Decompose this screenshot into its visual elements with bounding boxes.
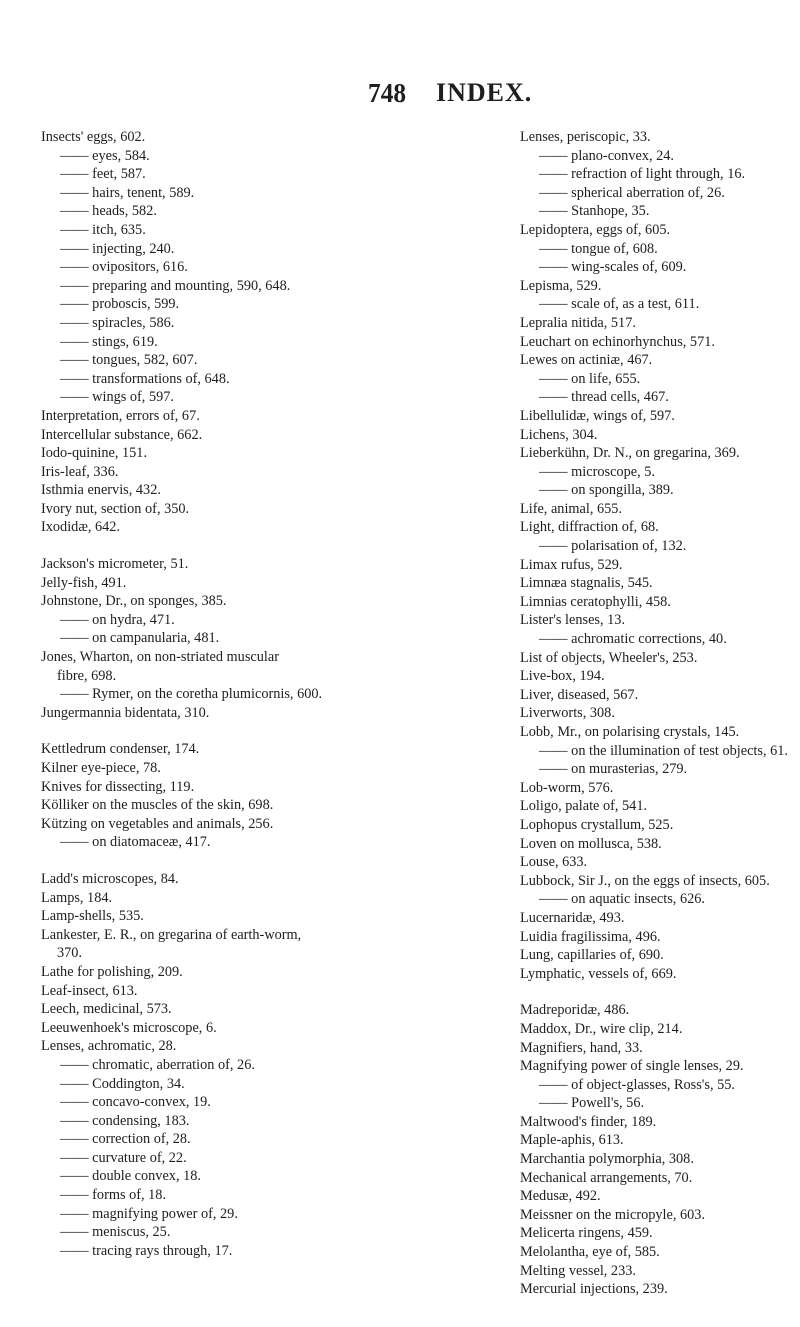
index-entry: Isthmia enervis, 432.	[41, 482, 161, 499]
index-entry: Ivory nut, section of, 350.	[41, 500, 190, 517]
index-entry: Lister's lenses, 13.	[520, 612, 626, 629]
index-entry: Lieberkühn, Dr. N., on gregarina, 369.	[520, 445, 740, 462]
index-entry: —— wings of, 597.	[60, 389, 174, 406]
index-column-left	[41, 128, 323, 1260]
index-entry: —— spiracles, 586.	[60, 314, 175, 331]
index-entry: Lobb, Mr., on polarising crystals, 145.	[520, 724, 740, 740]
section-gap	[41, 722, 296, 740]
index-entry: —— on life, 655.	[539, 370, 641, 387]
index-entry: —— proboscis, 599.	[60, 296, 180, 313]
index-entry: Liver, diseased, 567.	[520, 686, 639, 703]
index-entry: —— condensing, 183.	[60, 1112, 190, 1129]
index-entry: —— concavo-convex, 19.	[60, 1094, 211, 1111]
index-entry: Iris-leaf, 336.	[41, 463, 119, 480]
index-entry: Jackson's micrometer, 51.	[41, 556, 189, 573]
index-entry: Lankester, E. R., on gregarina of earth-worm, 370.	[41, 926, 302, 962]
index-entry: Magnifiers, hand, 33.	[520, 1039, 643, 1056]
index-entry: —— Stanhope, 35.	[539, 203, 650, 220]
index-entry: Leech, medicinal, 573.	[41, 1001, 172, 1018]
index-entry: —— chromatic, aberration of, 26.	[60, 1056, 255, 1073]
index-entry: Knives for dissecting, 119.	[41, 778, 195, 795]
index-entry: Maddox, Dr., wire clip, 214.	[520, 1020, 683, 1037]
section-gap	[41, 537, 296, 555]
index-entry: Melting vessel, 233.	[520, 1262, 636, 1279]
index-entry: Melicerta ringens, 459.	[520, 1225, 653, 1242]
index-entry: Maltwood's finder, 189.	[520, 1113, 657, 1130]
index-entry: —— on the illumination of test objects, 61.	[539, 742, 788, 759]
index-entry: Loligo, palate of, 541.	[520, 798, 648, 815]
index-entry: Loven on mollusca, 538.	[520, 835, 662, 852]
index-entry: Lob-worm, 576.	[520, 779, 614, 796]
index-entry: —— correction of, 28.	[60, 1131, 191, 1148]
index-entry: Louse, 633.	[520, 854, 588, 871]
index-entry: Kettledrum condenser, 174.	[41, 741, 200, 758]
index-entry: —— injecting, 240.	[60, 240, 175, 257]
index-entry: Ladd's microscopes, 84.	[41, 870, 179, 887]
index-entry: Lewes on actiniæ, 467.	[520, 352, 653, 369]
index-entry: —— on aquatic insects, 626.	[539, 891, 705, 908]
index-entry: —— on diatomaceæ, 417.	[60, 834, 211, 851]
index-entry: —— hairs, tenent, 589.	[60, 184, 195, 201]
index-entry: —— on campanularia, 481.	[60, 630, 220, 647]
index-entry: Kilner eye-piece, 78.	[41, 760, 161, 776]
index-entry: Leuchart on echinorhynchus, 571.	[520, 333, 715, 350]
index-entry: Mercurial injections, 239.	[520, 1281, 668, 1298]
index-entry: —— plano-convex, 24.	[539, 147, 674, 164]
index-entry: —— magnifying power of, 29.	[60, 1205, 238, 1222]
index-entry: —— of object-glasses, Ross's, 55.	[539, 1076, 735, 1093]
index-entry: —— tongue of, 608.	[539, 240, 658, 257]
index-entry: —— forms of, 18.	[60, 1187, 167, 1204]
index-entry: Liverworts, 308.	[520, 705, 615, 722]
index-entry: Insects' eggs, 602.	[41, 129, 146, 145]
index-entry: —— on hydra, 471.	[60, 611, 175, 628]
index-entry: Meissner on the micropyle, 603.	[520, 1206, 706, 1223]
index-entry: Lepralia nitida, 517.	[520, 314, 636, 331]
index-entry: —— microscope, 5.	[539, 463, 655, 480]
index-entry: Lenses, periscopic, 33.	[520, 129, 651, 145]
index-entry: Ixodidæ, 642.	[41, 519, 121, 536]
index-entry: —— tracing rays through, 17.	[60, 1242, 233, 1259]
index-entry: Jungermannia bidentata, 310.	[41, 704, 210, 721]
index-entry: Marchantia polymorphia, 308.	[520, 1151, 694, 1168]
index-entry: Melolantha, eye of, 585.	[520, 1244, 660, 1261]
index-entry: Limnias ceratophylli, 458.	[520, 593, 671, 610]
index-entry: Jones, Wharton, on non-striated muscular fibre, 698.	[41, 649, 279, 684]
index-entry: Limnæa stagnalis, 545.	[520, 575, 653, 592]
index-entry: Lichens, 304.	[520, 426, 598, 443]
index-entry: —— preparing and mounting, 590, 648.	[60, 277, 291, 294]
index-entry: —— heads, 582.	[60, 203, 157, 220]
index-entry: Lung, capillaries of, 690.	[520, 947, 664, 964]
index-entry: —— Rymer, on the coretha plumicornis, 600.	[60, 686, 323, 703]
index-entry: Lepisma, 529.	[520, 277, 602, 294]
index-entry: —— meniscus, 25.	[60, 1224, 171, 1241]
index-entry: —— double convex, 18.	[60, 1168, 201, 1185]
index-entry: Live-box, 194.	[520, 668, 605, 685]
index-entry: —— Powell's, 56.	[539, 1095, 645, 1112]
index-entry: Magnifying power of single lenses, 29.	[520, 1058, 744, 1075]
index-entry: Mechanical arrangements, 70.	[520, 1169, 693, 1186]
index-entry: —— on murasterias, 279.	[539, 761, 688, 778]
index-entry: —— on spongilla, 389.	[539, 482, 674, 499]
index-entry: —— spherical aberration of, 26.	[539, 184, 725, 201]
page-title: INDEX.	[436, 78, 533, 107]
index-entry: Maple-aphis, 613.	[520, 1132, 624, 1149]
index-entry: —— thread cells, 467.	[539, 389, 669, 406]
index-entry: —— Coddington, 34.	[60, 1075, 185, 1092]
index-entry: Medusæ, 492.	[520, 1188, 601, 1205]
index-entry: —— eyes, 584.	[60, 147, 150, 164]
index-entry: Libellulidæ, wings of, 597.	[520, 407, 675, 424]
index-entry: Intercellular substance, 662.	[41, 426, 203, 443]
index-entry: Luidia fragilissima, 496.	[520, 928, 661, 945]
index-entry: —— achromatic corrections, 40.	[539, 631, 727, 648]
index-entry: —— stings, 619.	[60, 333, 158, 350]
index-entry: Kützing on vegetables and animals, 256.	[41, 815, 274, 832]
index-entry: Life, animal, 655.	[520, 500, 623, 517]
index-entry: Leeuwenhoek's microscope, 6.	[41, 1019, 217, 1036]
index-entry: —— feet, 587.	[60, 166, 146, 183]
index-entry: Lenses, achromatic, 28.	[41, 1038, 177, 1055]
index-entry: Lymphatic, vessels of, 669.	[520, 965, 677, 982]
index-entry: Madreporidæ, 486.	[520, 1002, 630, 1019]
index-entry: Interpretation, errors of, 67.	[41, 407, 200, 424]
index-entry: —— curvature of, 22.	[60, 1149, 187, 1166]
section-gap	[41, 852, 296, 870]
index-entry: —— wing-scales of, 609.	[539, 259, 687, 276]
index-entry: Light, diffraction of, 68.	[520, 519, 659, 536]
index-entry: Lophopus crystallum, 525.	[520, 816, 674, 833]
index-entry: Leaf-insect, 613.	[41, 982, 138, 999]
index-entry: Limax rufus, 529.	[520, 556, 623, 573]
index-entry: Lamp-shells, 535.	[41, 908, 144, 925]
index-entry: Lucernaridæ, 493.	[520, 909, 625, 926]
page-number: 748	[368, 78, 407, 108]
index-entry: Iodo-quinine, 151.	[41, 445, 148, 462]
index-entry: List of objects, Wheeler's, 253.	[520, 649, 698, 666]
page-header	[0, 78, 800, 108]
index-entry: Lamps, 184.	[41, 889, 113, 906]
index-entry: —— itch, 635.	[60, 221, 146, 238]
index-entry: Johnstone, Dr., on sponges, 385.	[41, 593, 227, 610]
index-entry: Lathe for polishing, 209.	[41, 963, 183, 980]
index-entry: Kölliker on the muscles of the skin, 698.	[41, 797, 274, 814]
index-entry: —— scale of, as a test, 611.	[539, 296, 700, 313]
index-entry: Jelly-fish, 491.	[41, 574, 127, 591]
index-entry: Lepidoptera, eggs of, 605.	[520, 221, 671, 238]
index-entry: —— ovipositors, 616.	[60, 259, 188, 276]
index-entry: —— refraction of light through, 16.	[539, 166, 746, 183]
index-entry: Lubbock, Sir J., on the eggs of insects, 605.	[520, 872, 770, 889]
index-entry: —— transformations of, 648.	[60, 370, 230, 387]
index-entry: —— polarisation of, 132.	[539, 538, 687, 555]
index-entry: —— tongues, 582, 607.	[60, 352, 198, 369]
